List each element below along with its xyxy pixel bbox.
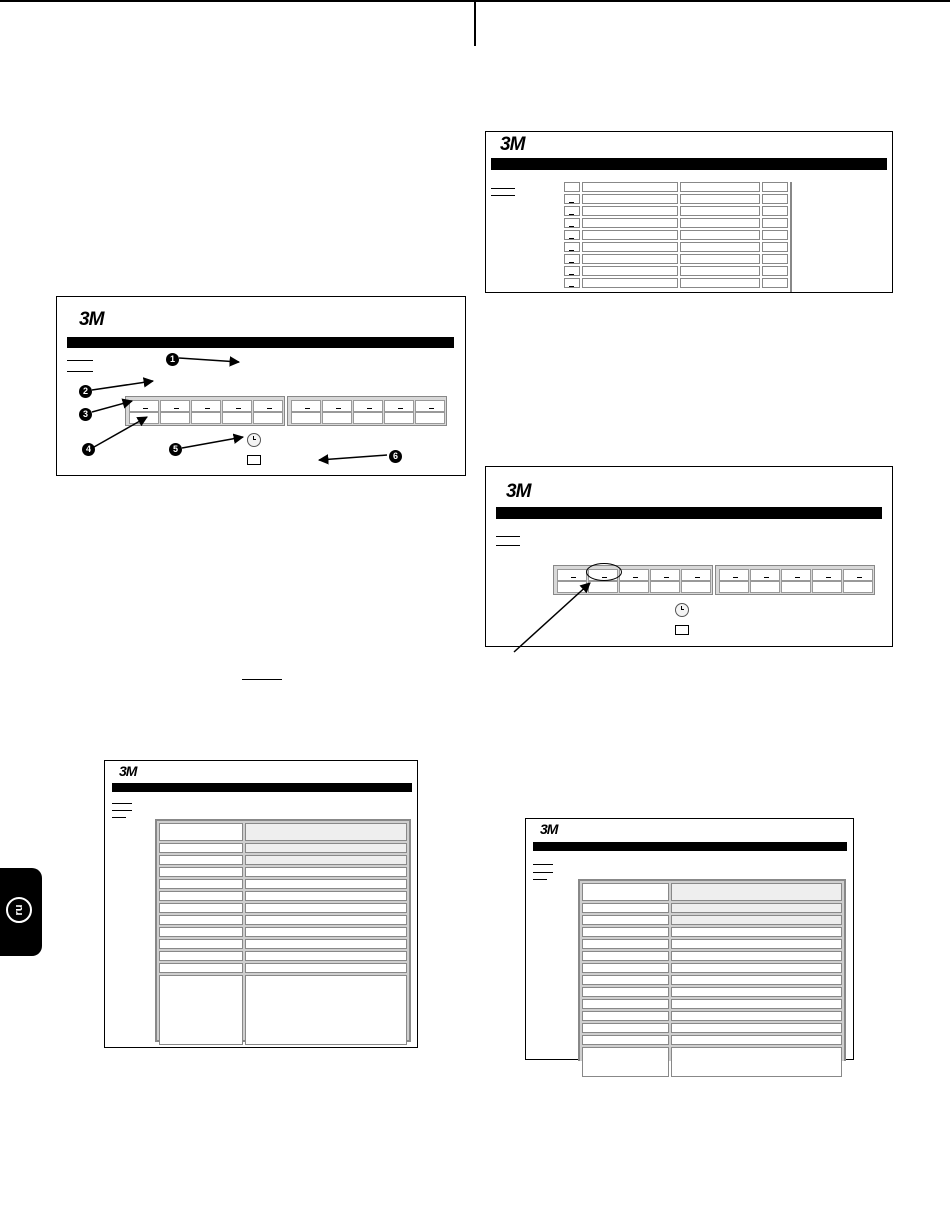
arrow-icon xyxy=(182,437,243,448)
arrow-icon xyxy=(94,417,147,447)
3m-logo: 3M xyxy=(119,763,137,779)
callout-2: 2 xyxy=(79,385,92,398)
arrow-icon xyxy=(179,358,239,362)
arrow-icon xyxy=(92,381,153,390)
callout-3: 3 xyxy=(79,408,92,421)
callout-4: 4 xyxy=(82,443,95,456)
callout-5: 5 xyxy=(169,443,182,456)
3m-logo: 3M xyxy=(540,821,558,837)
3m-logo: 3M xyxy=(506,481,531,502)
callout-1: 1 xyxy=(166,353,179,366)
3m-logo: 3M xyxy=(500,134,525,155)
callout-6: 6 xyxy=(389,450,402,463)
3m-logo: 3M xyxy=(79,309,104,330)
arrow-icon xyxy=(92,401,132,412)
language-tab-label: ru xyxy=(6,897,32,923)
arrow-icon xyxy=(514,583,590,652)
arrow-icon xyxy=(319,455,387,460)
